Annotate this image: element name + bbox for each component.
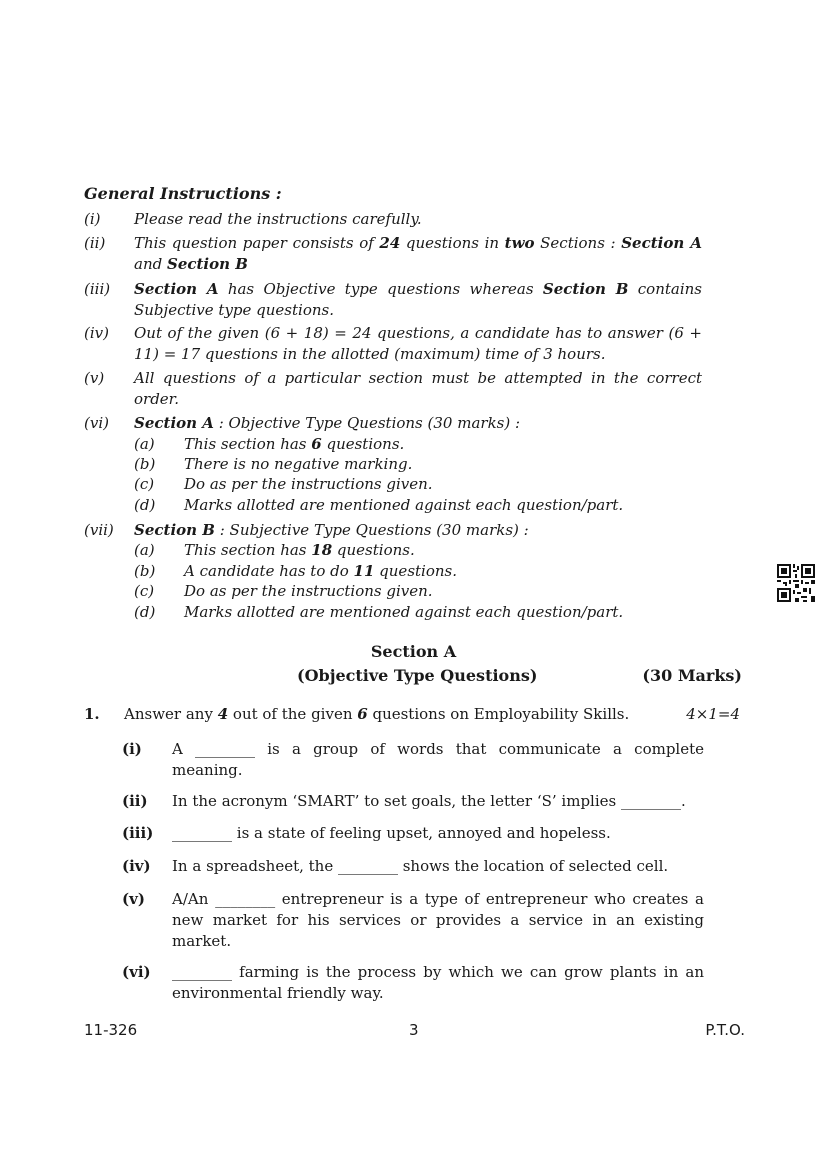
instruction-number: (ii) — [84, 234, 106, 252]
question-item-text: A/An ________ entrepreneur is a type of entrepreneur who creates a new market for his services or provides a service in an existing market. — [172, 890, 704, 950]
question-item-number: (iv) — [122, 857, 151, 875]
question-item-number: (i) — [122, 740, 142, 758]
subitem-letter: (a) — [134, 541, 155, 559]
question-item-number: (iii) — [122, 824, 154, 842]
question-number: 1. — [84, 705, 100, 723]
question-item-text: ________ farming is the process by which we can grow plants in an environmental friendly way. — [172, 963, 704, 1002]
general-instructions-title: General Instructions : — [84, 184, 282, 203]
subitem-letter: (a) — [134, 435, 155, 453]
paper-code: 11-326 — [84, 1021, 138, 1039]
subitem-text: This section has 6 questions. — [184, 435, 405, 453]
question-item-text: ________ is a state of feeling upset, annoyed and hopeless. — [172, 824, 611, 842]
instruction-text: Out of the given (6 + 18) = 24 questions, a candidate has to answer (6 + 11) = 17 questions in the allotted (maximum) time of 3 hours. — [134, 324, 702, 363]
instruction-number: (v) — [84, 369, 105, 387]
section-a-title: Section A — [370, 642, 457, 661]
instruction-text: This question paper consists of 24 questions in two Sections : Section A and Section B — [134, 234, 702, 273]
subitem-text: Do as per the instructions given. — [184, 582, 433, 600]
question-item-text: In the acronym ‘SMART’ to set goals, the letter ‘S’ implies ________. — [172, 792, 686, 810]
instruction-number: (i) — [84, 210, 101, 228]
instruction-number: (vii) — [84, 521, 114, 539]
subitem-letter: (c) — [134, 582, 155, 600]
instruction-number: (iv) — [84, 324, 109, 342]
question-item-number: (ii) — [122, 792, 148, 810]
subitem-letter: (c) — [134, 475, 155, 493]
subitem-text: There is no negative marking. — [184, 455, 413, 473]
subitem-text: This section has 18 questions. — [184, 541, 415, 559]
question-marks: 4×1=4 — [686, 705, 740, 723]
instruction-text: Section A has Objective type questions whereas Section B contains Subjective type questions. — [134, 280, 702, 319]
instruction-number: (iii) — [84, 280, 111, 298]
subitem-letter: (d) — [134, 496, 156, 514]
subitem-text: Marks allotted are mentioned against each question/part. — [184, 603, 624, 621]
question-text: Answer any 4 out of the given 6 questions on Employability Skills. — [124, 705, 630, 723]
section-a-marks: (30 Marks) — [642, 666, 742, 685]
subitem-text: Do as per the instructions given. — [184, 475, 433, 493]
subitem-text: Marks allotted are mentioned against each question/part. — [184, 496, 624, 514]
question-item-number: (v) — [122, 890, 145, 908]
question-item-text: In a spreadsheet, the ________ shows the location of selected cell. — [172, 857, 669, 875]
section-a-subtitle: (Objective Type Questions) — [297, 666, 538, 685]
instruction-text: Section A : Objective Type Questions (30 marks) : — [134, 414, 521, 432]
subitem-letter: (b) — [134, 455, 156, 473]
instruction-text: Section B : Subjective Type Questions (30 marks) : — [134, 521, 529, 539]
subitem-letter: (d) — [134, 603, 156, 621]
question-item-number: (vi) — [122, 963, 151, 981]
instruction-text: Please read the instructions carefully. — [134, 210, 422, 228]
question-item-text: A ________ is a group of words that communicate a complete meaning. — [172, 740, 704, 779]
please-turn-over: P.T.O. — [705, 1021, 745, 1039]
qr-code-icon — [777, 564, 815, 602]
subitem-text: A candidate has to do 11 questions. — [184, 562, 457, 580]
page-number: 3 — [409, 1021, 419, 1039]
instruction-number: (vi) — [84, 414, 109, 432]
subitem-letter: (b) — [134, 562, 156, 580]
instruction-text: All questions of a particular section must be attempted in the correct order. — [134, 369, 702, 408]
